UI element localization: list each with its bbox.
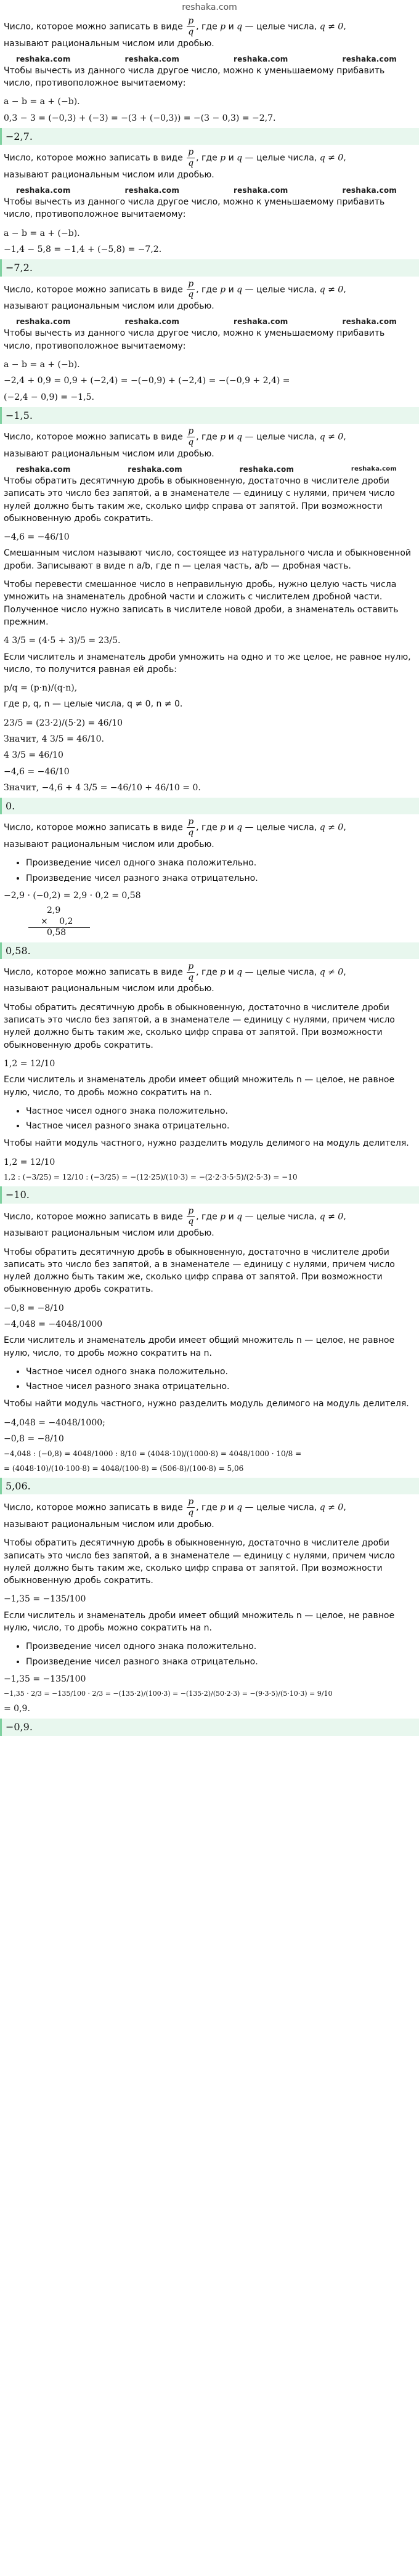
answer: 0,58.: [0, 942, 419, 959]
calc-line: 4 3/5 = (4·5 + 3)/5 = 23/5.: [4, 636, 121, 646]
watermark: reshaka.com: [124, 317, 180, 326]
calc-line: −4,6 = −46/10: [4, 532, 70, 543]
answer: 0.: [0, 798, 419, 814]
answer: −1,5.: [0, 407, 419, 424]
formula-expand: p/q = (p·n)/(q·n),: [4, 683, 78, 694]
list-item: • Частное чисел одного знака положительно.: [26, 1105, 415, 1117]
rule-mixed: Чтобы перевести смешанное число в неправильную дробь, нужно целую часть числа умножить на знаменатель дробной части и сложить с числителем дробной части. Полученное число нужно записать в числителе новой дроби, а знаменатель оставить прежним.: [4, 580, 399, 627]
answer: 5,06.: [0, 1478, 419, 1494]
rule-expand-where: где p, q, n — целые числа, q ≠ 0, n ≠ 0.: [4, 699, 183, 710]
watermark: reshaka.com: [233, 54, 288, 63]
calc-line: −1,35 = −135/100: [4, 1674, 86, 1684]
watermark: reshaka.com: [16, 186, 71, 195]
calc-line: 4 3/5 = 46/10: [4, 750, 63, 761]
solution-2: [4, 147, 415, 276]
watermark: reshaka.com: [16, 464, 71, 474]
calc-line: −0,8 = −8/10: [4, 1303, 64, 1313]
calc-line: −4,6 = −46/10: [4, 766, 70, 777]
watermark-row: [4, 55, 415, 63]
calc-line: −1,35 = −135/100: [4, 1594, 86, 1605]
rules-list: [4, 1105, 415, 1133]
rule-expand: Если числитель и знаменатель дроби умножить на одно и то же целое, не равное нулю, число, то получится равная ей дробь:: [4, 652, 411, 674]
column-result: 0,58: [47, 928, 67, 938]
list-item: • Частное чисел разного знака отрицательно.: [26, 1120, 415, 1132]
solution-5: [4, 817, 415, 958]
watermark: reshaka.com: [342, 54, 397, 63]
rule-reduce: Если числитель и знаменатель дроби имеет общий множитель n — целое, не равное нулю, число, то дробь можно сократить на n.: [4, 1335, 395, 1358]
definition-rational: Число, которое можно записать в виде $\frac{p}{q}$ , где p и q — целые числа, q ≠ 0, называют рациональным числом или дробью.: [4, 426, 346, 459]
calc-line: 23/5 = (23·2)/(5·2) = 46/10: [4, 718, 123, 728]
list-item: • Произведение чисел одного знака положительно.: [26, 1640, 415, 1653]
watermark: reshaka.com: [16, 317, 71, 326]
calc-line: 1,2 = 12/10: [4, 1157, 55, 1167]
calc-line: −0,8 = −8/10: [4, 1434, 64, 1444]
calc-line: −2,4 + 0,9 = 0,9 + (−2,4) = −(−0,9) + (−2,4) = −(−0,9 + 2,4) =: [4, 376, 290, 386]
watermark: reshaka.com: [16, 54, 71, 63]
watermark-row: [4, 186, 415, 195]
watermark: reshaka.com: [124, 54, 180, 63]
definition-mixed: Смешанным числом называют число, состоящее из натурального числа и обыкновенной дроби. Записывают в виде n a/b, где n — целая часть, a/b — дробная часть.: [4, 548, 411, 571]
calc-line: Значит, −4,6 + 4 3/5 = −46/10 + 46/10 = 0.: [4, 782, 201, 793]
column-mid: × 0,2: [28, 917, 90, 928]
rules-list: [4, 1366, 415, 1393]
solution-3: [4, 279, 415, 424]
solution-7: [4, 1206, 415, 1495]
watermark: reshaka.com: [128, 464, 182, 474]
watermark-row: [4, 317, 415, 326]
solution-1: [4, 16, 415, 145]
watermark: reshaka.com: [342, 317, 397, 326]
definition-rational: Число, которое можно записать в виде $\frac{p}{q}$ , где p и q — целые числа, q ≠ 0, называют рациональным числом или дробью.: [4, 961, 346, 994]
definition-rational: Число, которое можно записать в виде $\frac{p}{q}$ , где p и q — целые числа, q ≠ 0, называют рациональным числом или дробью.: [4, 147, 346, 180]
column-multiplication: [4, 905, 415, 939]
calc-line: 1,2 : (−3/25) = 12/10 : (−3/25) = −(12·25)/(10·3) = −(2·2·3·5·5)/(2·5·3) = −10: [4, 1173, 298, 1182]
solution-6: [4, 962, 415, 1204]
list-item: • Произведение чисел одного знака положительно.: [26, 857, 415, 869]
solution-8: [4, 1497, 415, 1735]
calc-line: 1,2 = 12/10: [4, 1058, 55, 1069]
rule-reduce: Если числитель и знаменатель дроби имеет общий множитель n — целое, не равное нулю, число, то дробь можно сократить на n.: [4, 1075, 395, 1098]
calc-line: (−2,4 − 0,9) = −1,5.: [4, 392, 94, 402]
list-item: • Частное чисел одного знака положительно.: [26, 1366, 415, 1378]
answer: −10.: [0, 1186, 419, 1203]
column-top: 2,9: [47, 905, 61, 916]
calc-line: = 0,9.: [4, 1704, 30, 1714]
rule-reduce: Если числитель и знаменатель дроби имеет общий множитель n — целое, не равное нулю, число, то дробь можно сократить на n.: [4, 1610, 395, 1633]
rule-divide: Чтобы найти модуль частного, нужно разделить модуль делимого на модуль делителя.: [4, 1399, 409, 1409]
site-title[interactable]: reshaka.com: [182, 2, 237, 12]
solution-4: [4, 426, 415, 814]
calc-line: = (4048·10)/(10·100·8) = 4048/(100·8) = (506·8)/(100·8) = 5,06: [4, 1464, 244, 1473]
answer: −0,9.: [0, 1719, 419, 1735]
calc-line: Значит, 4 3/5 = 46/10.: [4, 734, 104, 745]
watermark-row: [4, 465, 415, 474]
calc-line: −2,9 · (−0,2) = 2,9 · 0,2 = 0,58: [4, 890, 141, 901]
watermark: reshaka.com: [342, 186, 397, 195]
calc-line: 0,3 − 3 = (−0,3) + (−3) = −(3 + (−0,3)) = −(3 − 0,3) = −2,7.: [4, 113, 276, 123]
definition-rational: Число, которое можно записать в виде $\frac{p}{q}$ , где p и q — целые числа, q ≠ 0, называют рациональным числом или дробью.: [4, 16, 346, 49]
rule-subtract: Чтобы вычесть из данного числа другое число, можно к уменьшаемому прибавить число, противоположное вычитаемому:: [4, 65, 385, 89]
definition-rational: Число, которое можно записать в виде $\frac{p}{q}$ , где p и q — целые числа, q ≠ 0, называют рациональным числом или дробью.: [4, 1205, 346, 1239]
rule-decimal-to-fraction: Чтобы обратить десятичную дробь в обыкновенную, достаточно в числителе дроби записать это число без запятой, а в знаменателе — единицу с нулями, причем число нулей должно быть таким же, сколько цифр справа от запятой. При возможности обыкновенную дробь сократить.: [4, 1002, 395, 1050]
definition-rational: Число, которое можно записать в виде $\frac{p}{q}$ , где p и q — целые числа, q ≠ 0, называют рациональным числом или дробью.: [4, 1497, 346, 1529]
watermark: reshaka.com: [233, 186, 288, 195]
calc-line: −1,4 − 5,8 = −1,4 + (−5,8) = −7,2.: [4, 245, 162, 255]
rules-list: [4, 857, 415, 885]
formula-subtract: a − b = a + (−b).: [4, 360, 80, 370]
rule-subtract: Чтобы вычесть из данного числа другое число, можно к уменьшаемому прибавить число, противоположное вычитаемому:: [4, 328, 385, 351]
solutions-content: [0, 16, 419, 1736]
rule-decimal-to-fraction: Чтобы обратить десятичную дробь в обыкновенную, достаточно в числителе дроби записать это число без запятой, а в знаменателе — единицу с нулями, причем число нулей должно быть таким же, сколько цифр справа от запятой. При возможности обыкновенную дробь сократить.: [4, 1247, 395, 1295]
calc-line: −4,048 : (−0,8) = 4048/1000 : 8/10 = (4048·10)/(1000·8) = 4048/1000 · 10/8 =: [4, 1449, 302, 1459]
watermark: reshaka.com: [239, 464, 295, 474]
answer: −2,7.: [0, 128, 419, 145]
rule-subtract: Чтобы вычесть из данного числа другое число, можно к уменьшаемому прибавить число, противоположное вычитаемому:: [4, 197, 385, 220]
rule-decimal-to-fraction: Чтобы обратить десятичную дробь в обыкновенную, достаточно в числителе дроби записать это число без запятой, а в знаменателе — единицу с нулями, причем число нулей должно быть таким же, сколько цифр справа от запятой. При возможности обыкновенную дробь сократить.: [4, 476, 395, 524]
definition-rational: Число, которое можно записать в виде $\frac{p}{q}$ , где p и q — целые числа, q ≠ 0, называют рациональным числом или дробью.: [4, 278, 346, 312]
calc-line: −4,048 = −4048/1000: [4, 1319, 103, 1329]
watermark: reshaka.com: [351, 465, 397, 472]
rule-decimal-to-fraction: Чтобы обратить десятичную дробь в обыкновенную, достаточно в числителе дроби записать это число без запятой, а в знаменателе — единицу с нулями, причем число нулей должно быть таким же, сколько цифр справа от запятой. При возможности обыкновенную дробь сократить.: [4, 1538, 395, 1586]
list-item: • Частное чисел разного знака отрицательно.: [26, 1380, 415, 1393]
list-item: • Произведение чисел разного знака отрицательно.: [26, 872, 415, 885]
answer: −7,2.: [0, 259, 419, 276]
calc-line: −4,048 = −4048/1000;: [4, 1417, 105, 1428]
rule-divide: Чтобы найти модуль частного, нужно разделить модуль делимого на модуль делителя.: [4, 1138, 409, 1149]
calc-line: −1,35 · 2/3 = −135/100 · 2/3 = −(135·2)/(100·3) = −(135·2)/(50·2·3) = −(9·3·5)/(5·10·3) = 9/10: [4, 1690, 333, 1698]
definition-rational: Число, которое можно записать в виде $\frac{p}{q}$ , где p и q — целые числа, q ≠ 0, называют рациональным числом или дробью.: [4, 817, 346, 849]
formula-subtract: a − b = a + (−b).: [4, 97, 80, 107]
watermark: reshaka.com: [233, 317, 288, 326]
rules-list: [4, 1640, 415, 1668]
watermark: reshaka.com: [124, 186, 180, 195]
list-item: • Произведение чисел разного знака отрицательно.: [26, 1656, 415, 1668]
formula-subtract: a − b = a + (−b).: [4, 228, 80, 238]
